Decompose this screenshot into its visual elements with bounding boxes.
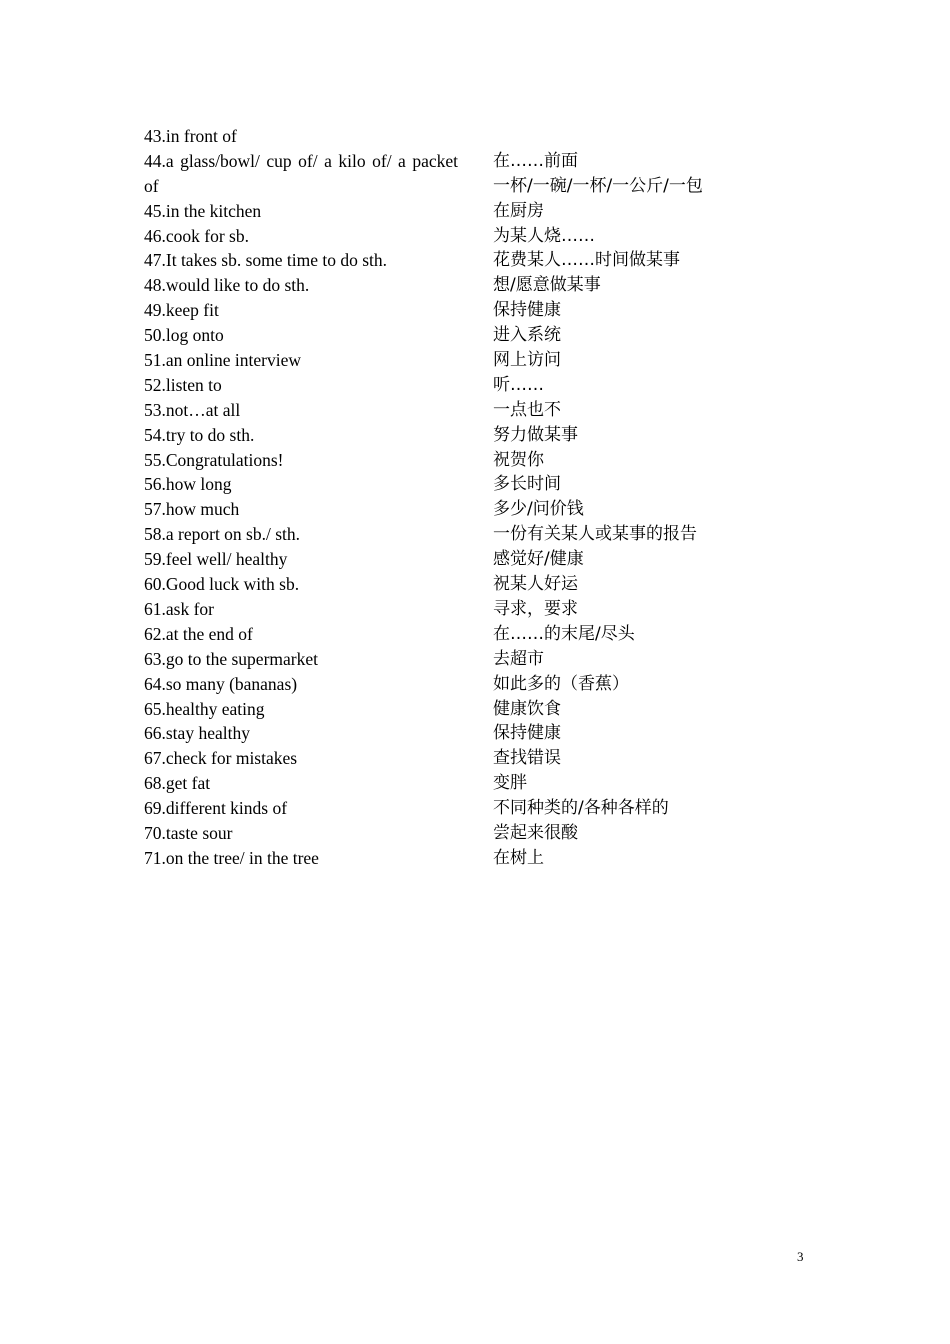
chinese-meaning: 在厨房 [493,200,544,221]
english-phrase: 68.get fat [144,773,211,794]
chinese-meaning: 一杯/一碗/一杯/一公斤/一包 [493,175,703,196]
chinese-meaning: 为某人烧…… [493,225,595,246]
vocab-row-71 [144,846,784,871]
vocab-row-69 [144,796,784,821]
vocab-row-67 [144,746,784,771]
chinese-meaning: 不同种类的/各种各样的 [493,798,669,819]
vocab-row-61 [144,597,784,622]
chinese-meaning: 进入系统 [493,325,561,346]
english-phrase: 50.log onto [144,325,224,346]
chinese-meaning: 一份有关某人或某事的报告 [493,524,697,545]
english-phrase: 60.Good luck with sb. [144,574,300,595]
chinese-meaning: 在树上 [493,847,544,868]
chinese-meaning: 祝某人好运 [493,574,578,595]
english-phrase: 62.at the end of [144,623,253,644]
vocab-row-50 [144,323,784,348]
vocab-row-70 [144,821,784,846]
english-phrase: 46.cook for sb. [144,225,249,246]
vocab-row-54 [144,423,784,448]
vocab-row-47 [144,248,784,273]
vocab-row-45 [144,199,784,224]
english-phrase: 66.stay healthy [144,723,250,744]
vocab-row-49 [144,298,784,323]
vocab-row-56 [144,472,784,497]
chinese-meaning: 感觉好/健康 [493,549,584,570]
vocab-row-51 [144,348,784,373]
english-phrase: 51.an online interview [144,350,301,371]
vocab-row-57 [144,497,784,522]
vocab-row-53 [144,398,784,423]
english-phrase: 65.healthy eating [144,698,265,719]
chinese-meaning: 查找错误 [493,748,561,769]
english-phrase: 63.go to the supermarket [144,648,318,669]
english-phrase: 55.Congratulations! [144,449,284,470]
chinese-meaning: 听…… [493,374,544,395]
vocab-row-63 [144,647,784,672]
vocab-row-62 [144,622,784,647]
chinese-meaning: 在……前面 [493,150,578,171]
chinese-meaning: 多少/问价钱 [493,499,584,520]
english-phrase: 56.how long [144,474,232,495]
chinese-meaning: 保持健康 [493,300,561,321]
chinese-meaning: 祝贺你 [493,449,544,470]
vocab-row-55 [144,448,784,473]
english-phrase: 64.so many (bananas) [144,673,298,694]
chinese-meaning: 想/愿意做某事 [493,275,601,296]
vocab-row-60 [144,572,784,597]
english-phrase: 52.listen to [144,374,222,395]
vocab-row-68 [144,771,784,796]
english-phrase: 44.a glass/bowl/ cup of/ a kilo of/ a packet of [144,150,458,196]
vocab-row-44 [144,149,784,199]
chinese-meaning: 健康饮食 [493,698,561,719]
vocab-row-48 [144,273,784,298]
chinese-meaning: 寻求，要求 [493,598,578,619]
english-phrase: 71.on the tree/ in the tree [144,847,319,868]
english-phrase: 43.in front of [144,126,237,146]
chinese-meaning: 网上访问 [493,350,561,371]
english-phrase: 57.how much [144,499,240,520]
vocab-row-66 [144,721,784,746]
chinese-meaning: 多长时间 [493,474,561,495]
english-phrase: 67.check for mistakes [144,748,298,769]
english-phrase: 70.taste sour [144,822,233,843]
chinese-meaning: 一点也不 [493,399,561,420]
chinese-meaning: 努力做某事 [493,424,578,445]
english-phrase: 53.not…at all [144,399,241,420]
vocab-row-59 [144,547,784,572]
vocab-row-65 [144,697,784,722]
english-phrase: 69.different kinds of [144,798,288,819]
vocab-row-52 [144,373,784,398]
english-phrase: 48.would like to do sth. [144,275,310,296]
english-phrase: 45.in the kitchen [144,200,262,221]
english-phrase: 47.It takes sb. some time to do sth. [144,250,388,271]
english-phrase: 59.feel well/ healthy [144,549,288,570]
chinese-meaning: 变胖 [493,773,527,794]
english-phrase: 54.try to do sth. [144,424,255,445]
vocabulary-list [144,124,784,871]
english-phrase: 58.a report on sb./ sth. [144,524,301,545]
chinese-meaning: 在……的末尾/尽头 [493,623,635,644]
vocab-row-64 [144,672,784,697]
vocab-row-46 [144,224,784,249]
chinese-meaning: 花费某人……时间做某事 [493,250,680,271]
page-number: 3 [797,1249,804,1264]
chinese-meaning: 去超市 [493,648,544,669]
chinese-meaning: 尝起来很酸 [493,822,578,843]
chinese-meaning: 保持健康 [493,723,561,744]
english-phrase: 49.keep fit [144,300,219,321]
chinese-meaning: 如此多的（香蕉） [493,673,629,694]
vocab-row-43 [144,124,784,149]
vocab-row-58 [144,522,784,547]
english-phrase: 61.ask for [144,598,214,619]
